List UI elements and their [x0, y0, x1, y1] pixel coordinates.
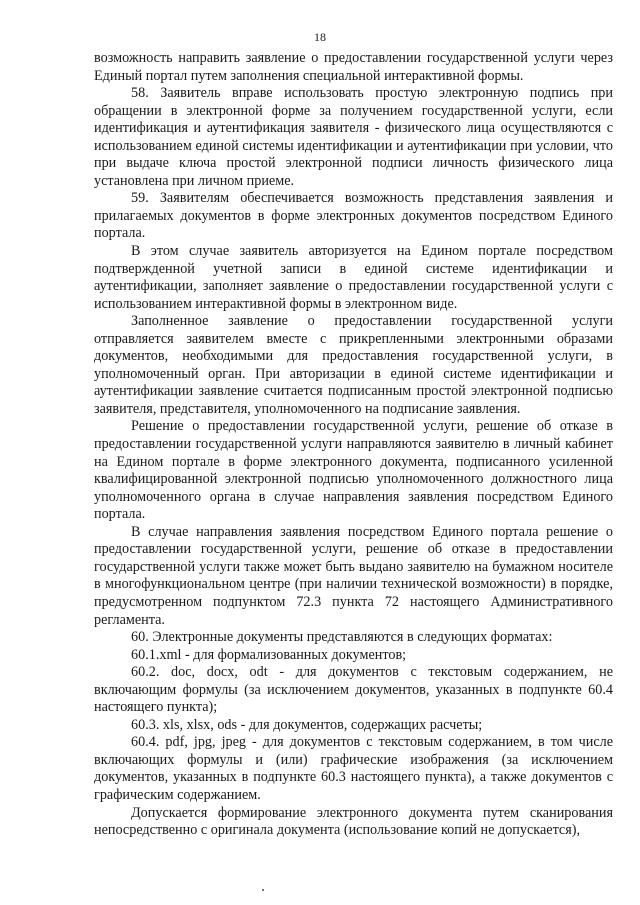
paragraph-60-1: 60.1.xml - для формализованных документов; [131, 646, 407, 663]
paragraph-59-submission: Заполненное заявление о предоставлении государственной услуги отправляется заявителем вместе с прикрепленными электронными образами документов, необходимыми для предоставления государственной услуги, в уполномоченный орган. При авторизации в единой системе идентификации и аутентификации заявление считается подписанным простой электронной подписью заявителя, представителя, уполномоченного на подписание заявления. [94, 313, 613, 417]
document-body [94, 50, 613, 840]
paragraph-60-4: 60.4. pdf, jpg, jpeg - для документов с текстовым содержанием, в том числе включающих формулы и (или) графические изображения (за исключением документов, указанных в подпункте 60.3 настоящего пункта), а также документов с графическим содержанием. [94, 734, 613, 803]
page-number: 18 [314, 30, 326, 44]
paragraph-59-paper-decision: В случае направления заявления посредством Единого портала решение о предоставлении государственной услуги, решение об отказе в предоставлении государственной услуги также может быть выдано заявителю на бумажном носителе в многофункциональном центре (при наличии технической возможности) в порядке, предусмотренном подпунктом 72.3 пункта 72 настоящего Административного регламента. [94, 523, 613, 628]
paragraph-59-authorization: В этом случае заявитель авторизуется на Едином портале посредством подтвержденной учетной записи в единой системе идентификации и аутентификации, заполняет заявление о предоставлении государственной услуги с использованием интерактивной формы в электронном виде. [94, 243, 613, 312]
paragraph-60: 60. Электронные документы представляются в следующих форматах: [131, 629, 553, 646]
paragraph-scanning: Допускается формирование электронного документа путем сканирования непосредственно с оригинала документа (использование копий не допускается), [94, 804, 613, 839]
scan-speck [262, 889, 264, 891]
paragraph-60-3: 60.3. xls, xlsx, ods - для документов, содержащих расчеты; [131, 716, 483, 733]
paragraph-60-2: 60.2. doc, docx, odt - для документов с текстовым содержанием, не включающим формулы (за исключением документов, указанных в подпункте 60.4 настоящего пункта); [94, 664, 613, 716]
paragraph-59-decision: Решение о предоставлении государственной услуги, решение об отказе в предоставлении государственной услуги направляются заявителю в личный кабинет на Едином портале в форме электронного документа, подписанного усиленной квалифицированной электронной подписью уполномоченного должностного лица уполномоченного органа в случае направления заявления посредством Единого портала. [94, 418, 613, 523]
paragraph-continuation: возможность направить заявление о предоставлении государственной услуги через Единый портал путем заполнения специальной интерактивной формы. [94, 50, 613, 84]
paragraph-59: 59. Заявителям обеспечивается возможность представления заявления и прилагаемых документов в форме электронных документов посредством Единого портала. [94, 190, 613, 242]
paragraph-58: 58. Заявитель вправе использовать простую электронную подпись при обращении в электронной форме за получением государственной услуги, если идентификация и аутентификация заявителя - физического лица осуществляются с использованием единой системы идентификации и аутентификации при условии, что при выдаче ключа простой электронной подписи личность физического лица установлена при личном приеме. [94, 85, 613, 189]
